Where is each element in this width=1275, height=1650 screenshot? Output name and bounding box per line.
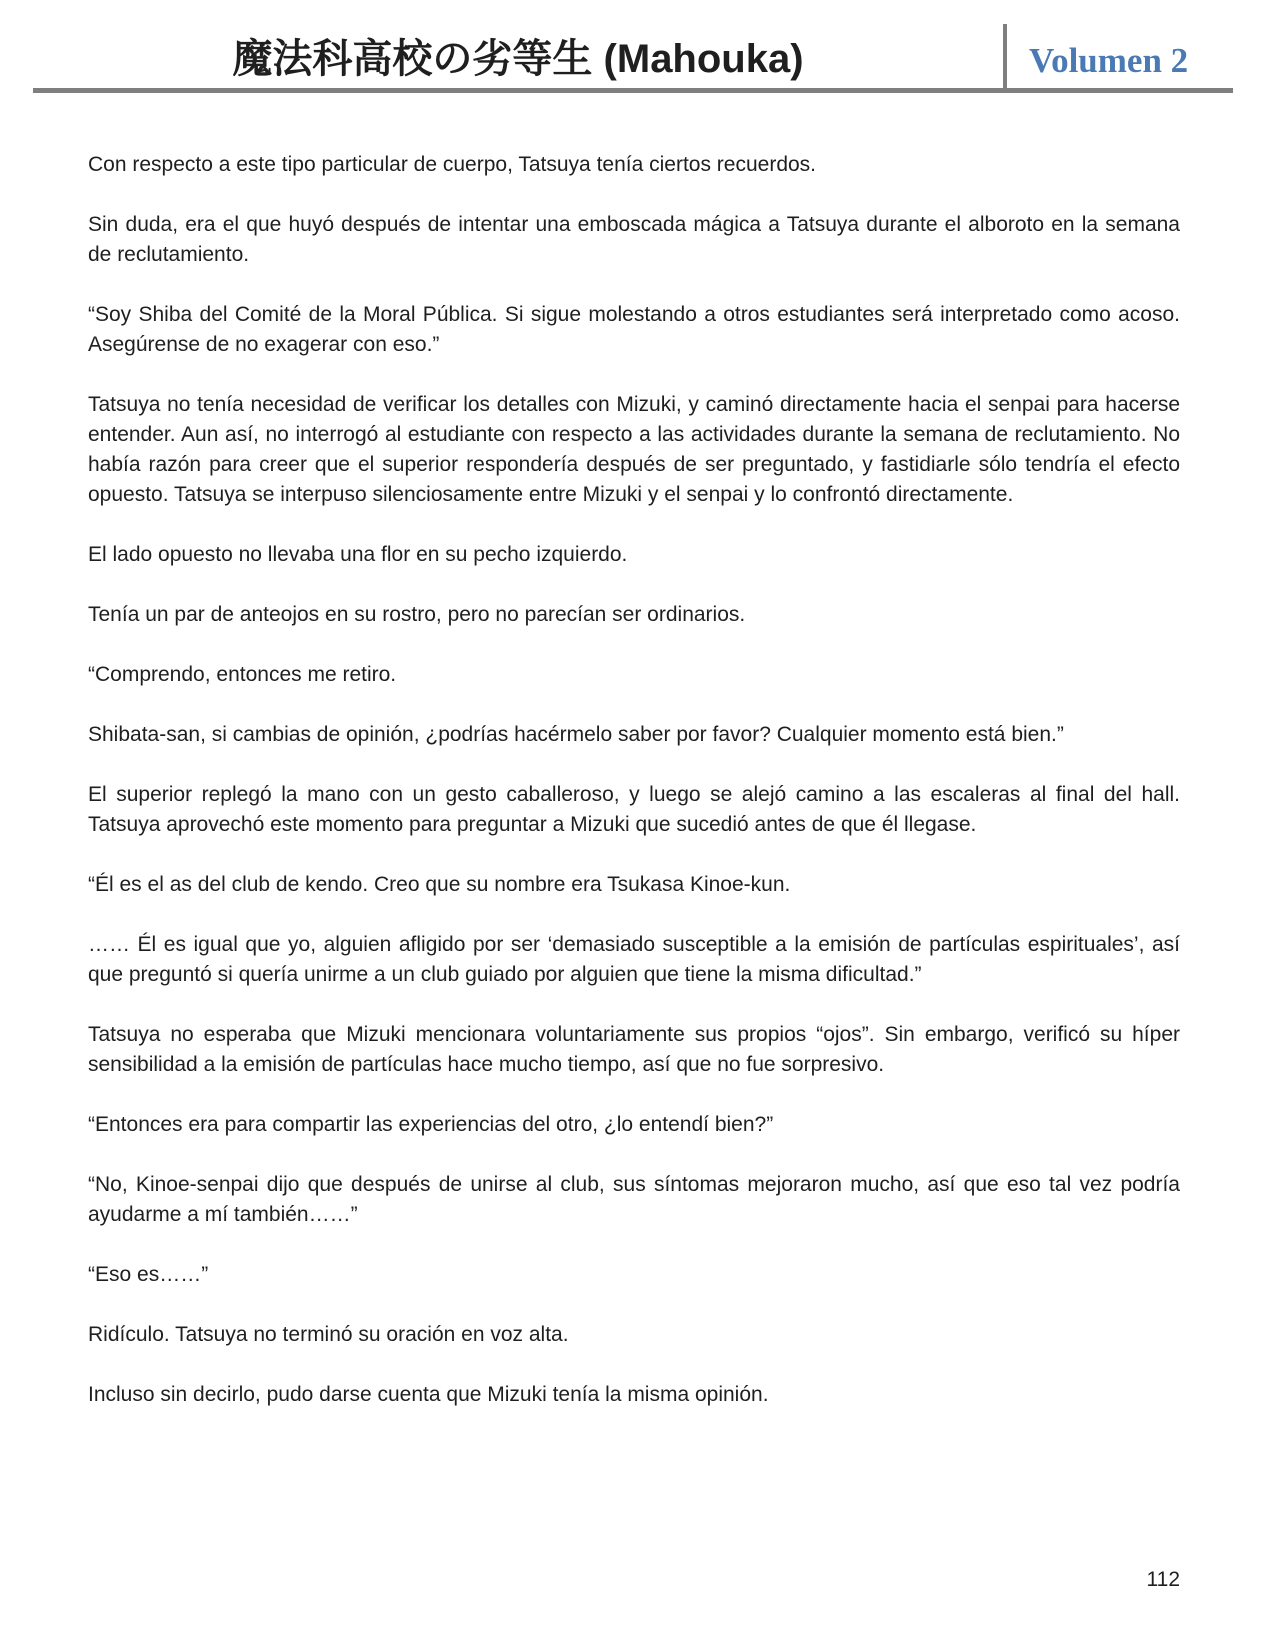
paragraph: Sin duda, era el que huyó después de intentar una emboscada mágica a Tatsuya durante el alboroto en la semana de reclutamiento. bbox=[88, 213, 1180, 266]
paragraph: “Eso es……” bbox=[88, 1263, 209, 1286]
paragraph: Incluso sin decirlo, pudo darse cuenta que Mizuki tenía la misma opinión. bbox=[88, 1383, 769, 1406]
paragraph: Tenía un par de anteojos en su rostro, pero no parecían ser ordinarios. bbox=[88, 603, 746, 626]
header-row bbox=[33, 0, 1233, 88]
header-title-cell bbox=[33, 0, 1003, 88]
paragraph: “Él es el as del club de kendo. Creo que su nombre era Tsukasa Kinoe-kun. bbox=[88, 873, 791, 896]
header-volume-cell bbox=[1007, 0, 1233, 88]
paragraph: “Soy Shiba del Comité de la Moral Pública. Si sigue molestando a otros estudiantes será interpretado como acoso. Asegúrense de no exagerar con eso.” bbox=[88, 303, 1180, 356]
paragraph: Con respecto a este tipo particular de cuerpo, Tatsuya tenía ciertos recuerdos. bbox=[88, 153, 817, 176]
paragraph-list bbox=[88, 150, 1180, 1410]
paragraph: “Entonces era para compartir las experiencias del otro, ¿lo entendí bien?” bbox=[88, 1113, 774, 1136]
page-number: 112 bbox=[1146, 1568, 1180, 1591]
paragraph: Shibata-san, si cambias de opinión, ¿podrías hacérmelo saber por favor? Cualquier momento está bien.” bbox=[88, 723, 1064, 746]
paragraph: …… Él es igual que yo, alguien afligido por ser ‘demasiado susceptible a la emisión de partículas espirituales’, así que preguntó si quería unirme a un club guiado por alguien que tiene la misma dificultad.” bbox=[88, 933, 1180, 986]
paragraph: Tatsuya no esperaba que Mizuki mencionara voluntariamente sus propios “ojos”. Sin embargo, verificó su híper sensibilidad a la emisión de partículas hace mucho tiempo, así que no fue sorpresivo. bbox=[88, 1023, 1180, 1076]
paragraph: El superior replegó la mano con un gesto caballeroso, y luego se alejó camino a las escaleras al final del hall. Tatsuya aprovechó este momento para preguntar a Mizuki que sucedió antes de que él llegase. bbox=[88, 783, 1180, 836]
paragraph: Ridículo. Tatsuya no terminó su oración en voz alta. bbox=[88, 1323, 569, 1346]
paragraph: “Comprendo, entonces me retiro. bbox=[88, 663, 397, 686]
page-footer bbox=[0, 1440, 1275, 1625]
page-header bbox=[33, 0, 1233, 93]
paragraph: “No, Kinoe-senpai dijo que después de unirse al club, sus síntomas mejoraron mucho, así que eso tal vez podría ayudarme a mí también……” bbox=[88, 1173, 1180, 1226]
volume-label: Volumen 2 bbox=[1029, 41, 1189, 80]
book-title: 魔法科高校の劣等生 (Mahouka) bbox=[232, 37, 804, 81]
paragraph: Tatsuya no tenía necesidad de verificar los detalles con Mizuki, y caminó directamente hacia el senpai para hacerse entender. Aun así, no interrogó al estudiante con respecto a las actividades durante la semana de reclutamiento. No había razón para creer que el superior respondería después de ser preguntado, y fastidiarle sólo tendría el efecto opuesto. Tatsuya se interpuso silenciosamente entre Mizuki y el senpai y lo confrontó directamente. bbox=[88, 393, 1180, 506]
page-body bbox=[0, 93, 1275, 1410]
paragraph: El lado opuesto no llevaba una flor en su pecho izquierdo. bbox=[88, 543, 628, 566]
